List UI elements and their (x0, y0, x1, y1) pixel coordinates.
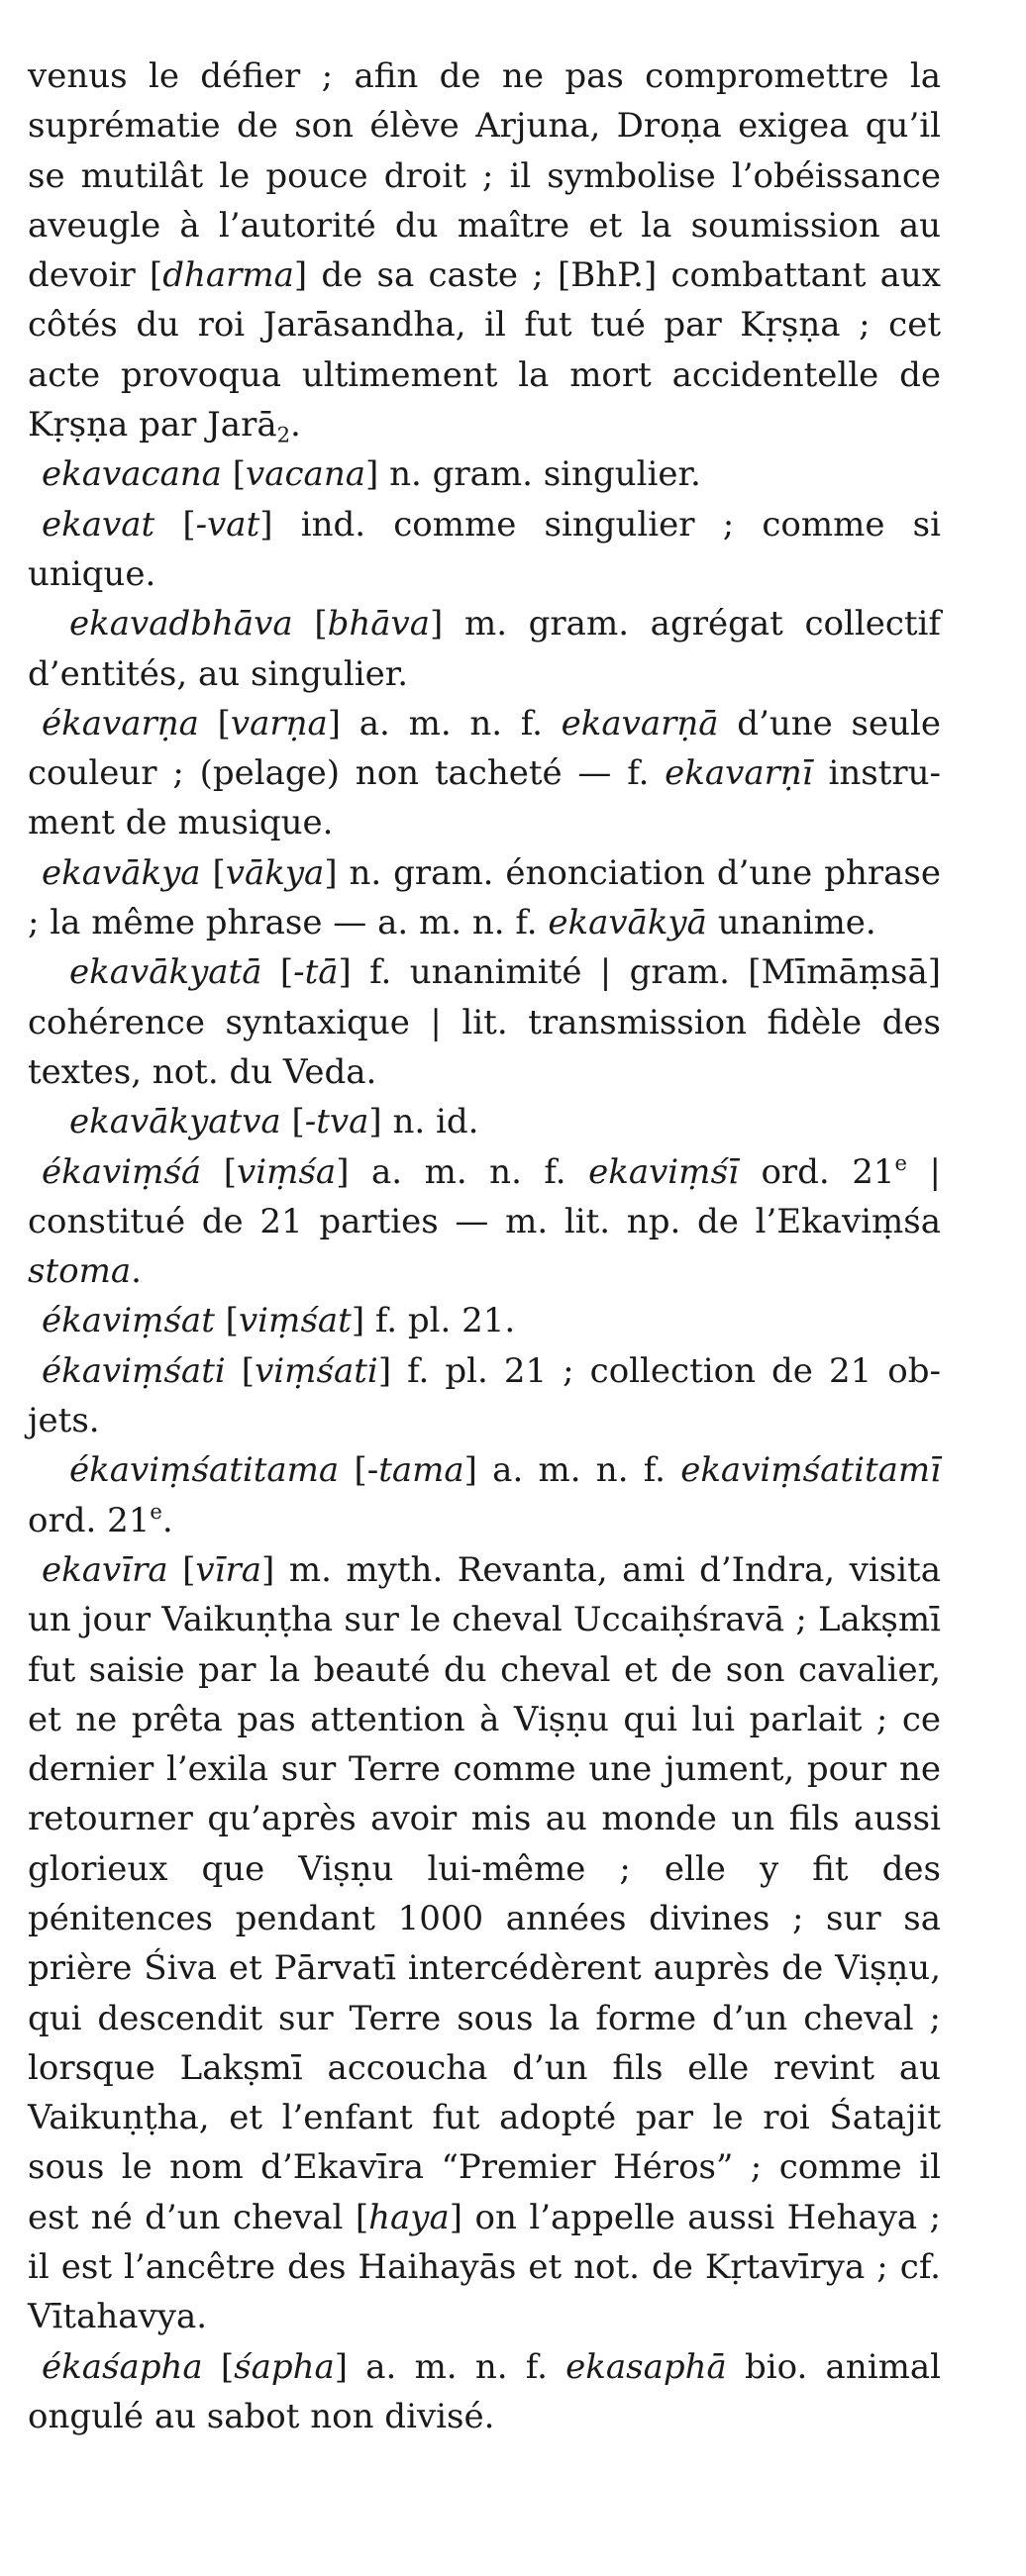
entry-italic-run: ékaviṃśatitama (69, 1450, 340, 1491)
entry-text-run: [ (201, 1151, 237, 1192)
entry-text-run: [ (221, 454, 247, 495)
dictionary-entry-ekavacana (28, 449, 941, 499)
entry-text-run: [ (200, 852, 226, 893)
entry-italic-run: vākya (225, 852, 325, 893)
entry-text-run: unanime. (706, 903, 876, 943)
entry-italic-run: -tā (293, 952, 339, 993)
entry-text-run: ] de sa caste ; [BhP.] combattant aux côtés du roi Jarāsandha, il fut tué par Kṛṣṇa ; cet acte provoqua ultimement la mort accidentelle de Kṛṣṇa par Jarā (28, 255, 941, 446)
entry-italic-run: vacana (246, 454, 365, 495)
entry-text-run: [ (154, 504, 196, 545)
dictionary-entry-ekavarna (28, 699, 941, 848)
entry-italic-run: viṃśat (238, 1301, 352, 1341)
entry-text-run: [ (280, 1102, 305, 1142)
entry-italic-run: ekavākyā (548, 903, 707, 943)
entry-italic-run: ekavacana (42, 454, 222, 495)
entry-italic-run: ekavat (42, 504, 155, 545)
entry-text-run: [ (198, 703, 231, 743)
dictionary-entry-ekavimsat (28, 1296, 941, 1345)
entry-text-run: [ (202, 2346, 235, 2387)
entry-text-run: ] n. gram. énonciation d’une phrase ; la même phrase — a. m. n. f. (28, 852, 941, 943)
dictionary-entries (28, 51, 941, 2441)
entry-italic-run: ekavarṇī (665, 753, 813, 794)
entry-italic-run: viṃśa (237, 1151, 337, 1192)
entry-text-run: ] on l’appelle aussi Hehaya ; il est l’ancêtre des Haihayās et not. de Kṛtavīrya ; cf. Vītahavya. (28, 2197, 942, 2337)
entry-text-run: ] ind. comme singulier ; comme si unique. (28, 504, 942, 594)
entry-superscript-run: e (150, 1498, 162, 1524)
entry-text-run: ] f. unanimité | gram. [Mīmāṃsā] cohérence syntaxique | lit. transmission fidèle des textes, not. du Veda. (28, 952, 941, 1092)
dictionary-entry-ekalavya-continued (28, 51, 941, 449)
dictionary-entry-ekavadbhava (28, 599, 941, 699)
entry-italic-run: stoma (28, 1251, 132, 1292)
entry-text-run: [ (292, 604, 328, 644)
entry-italic-run: śapha (234, 2346, 335, 2387)
entry-text-run: ] f. pl. 21. (351, 1301, 516, 1341)
entry-text-run: [ (225, 1350, 256, 1391)
entry-text-run: | constitué de 21 parties — m. lit. np. de l’Ekaviṃśa (28, 1151, 941, 1241)
entry-text-run: ord. 21 (28, 1500, 151, 1540)
entry-italic-run: bhāva (327, 604, 431, 644)
entry-text-run: ] a. m. n. f. (327, 703, 562, 743)
entry-italic-run: haya (368, 2197, 450, 2237)
entry-text-run: instrument de musique. (28, 753, 941, 843)
entry-italic-run: dharma (162, 255, 294, 296)
entry-italic-run: -vat (195, 504, 260, 545)
entry-italic-run: ekaviṃśī (588, 1151, 739, 1192)
dictionary-entry-ekavimsati (28, 1346, 941, 1446)
entry-text-run: bio. animal ongulé au sabot non divisé. (28, 2346, 941, 2436)
entry-text-run: . (131, 1251, 142, 1292)
dictionary-entry-ekavakyatva (28, 1097, 941, 1146)
entry-text-run: ] m. gram. agrégat collectif d’entités, au singulier. (28, 604, 941, 694)
entry-text-run: d’une seule couleur ; (pelage) non tacheté — f. (28, 703, 941, 794)
entry-italic-run: vīra (195, 1549, 262, 1590)
entry-italic-run: varṇa (230, 703, 328, 743)
entry-text-run: ] f. pl. 21 ; collection de 21 objets. (28, 1350, 941, 1441)
dictionary-entry-ekavimsa (28, 1147, 941, 1297)
entry-italic-run: ekaviṃśatitamī (680, 1450, 941, 1491)
entry-text-run: ord. 21 (738, 1151, 895, 1192)
entry-text-run: venus le défier ; afin de ne pas compromettre la suprématie de son élève Arjuna, Droṇa exigea qu’il se mutilât le pouce droit ; il symbolise l’obéissance aveugle à l’autorité du maître et la soumission au devoir [ (28, 56, 941, 296)
entry-text-run: ] n. gram. singulier. (365, 454, 701, 495)
entry-italic-run: ekasaphā (565, 2346, 727, 2387)
entry-italic-run: ékavarṇa (42, 703, 199, 743)
entry-text-run: [ (167, 1549, 196, 1590)
entry-italic-run: ekavīra (42, 1549, 168, 1590)
entry-text-run: [ (261, 952, 294, 993)
entry-superscript-run: e (894, 1149, 908, 1175)
entry-italic-run: ekavākyatā (69, 952, 262, 993)
entry-italic-run: tama (378, 1450, 464, 1491)
entry-text-run: [- (339, 1450, 379, 1491)
entry-text-run: . (161, 1500, 173, 1540)
dictionary-entry-ekavira (28, 1545, 941, 2342)
entry-subscript-run: 2 (276, 422, 291, 447)
entry-italic-run: ékaviṃśati (42, 1350, 226, 1391)
entry-italic-run: ékaviṃśat (42, 1301, 215, 1341)
dictionary-entry-ekavimsatitama (28, 1445, 941, 1545)
entry-text-run: ] n. id. (368, 1102, 479, 1142)
entry-text-run: ] a. m. n. f. (463, 1450, 681, 1491)
entry-italic-run: ékaśapha (42, 2346, 203, 2387)
entry-italic-run: ekavākya (42, 852, 201, 893)
entry-text-run: ] a. m. n. f. (336, 1151, 589, 1192)
entry-text-run: ] m. myth. Revanta, ami d’Indra, visita un jour Vaikuṇṭha sur le cheval Uccaiḥśravā ; Lakṣmī fut saisie par la beauté du cheval et de son cavalier, et ne prêta pas attention à Viṣṇu qui lui parlait ; ce dernier l’exila sur Terre comme une jument, pour ne retourner qu’après avoir mis au monde un fils aussi glorieux que Viṣṇu lui-même ; elle y fit des pénitences pendant 1000 années divines ; sur sa prière Śiva et Pārvatī intercédèrent auprès de Viṣṇu, qui descendit sur Terre sous la forme d’un cheval ; lorsque Lakṣmī accoucha d’un fils elle revint au Vaikuṇṭha, et l’enfant fut adopté par le roi Śatajit sous le nom d’Ekavīra “Premier Héros” ; comme il est né d’un cheval [ (28, 1549, 941, 2237)
entry-italic-run: viṃśati (255, 1350, 378, 1391)
entry-text-run: ] a. m. n. f. (334, 2346, 566, 2387)
dictionary-entry-ekavakyata (28, 947, 941, 1097)
entry-italic-run: ékaviṃśá (42, 1151, 202, 1192)
entry-italic-run: ekavarṇā (561, 703, 719, 743)
dictionary-entry-ekavat (28, 500, 941, 600)
entry-italic-run: ekavadbhāva (69, 604, 293, 644)
dictionary-entry-ekavakya (28, 848, 941, 948)
entry-italic-run: ekavākyatva (69, 1102, 281, 1142)
entry-text-run: . (290, 405, 301, 446)
entry-italic-run: -tva (304, 1102, 369, 1142)
dictionary-entry-ekasapha (28, 2342, 941, 2442)
entry-text-run: [ (214, 1301, 239, 1341)
